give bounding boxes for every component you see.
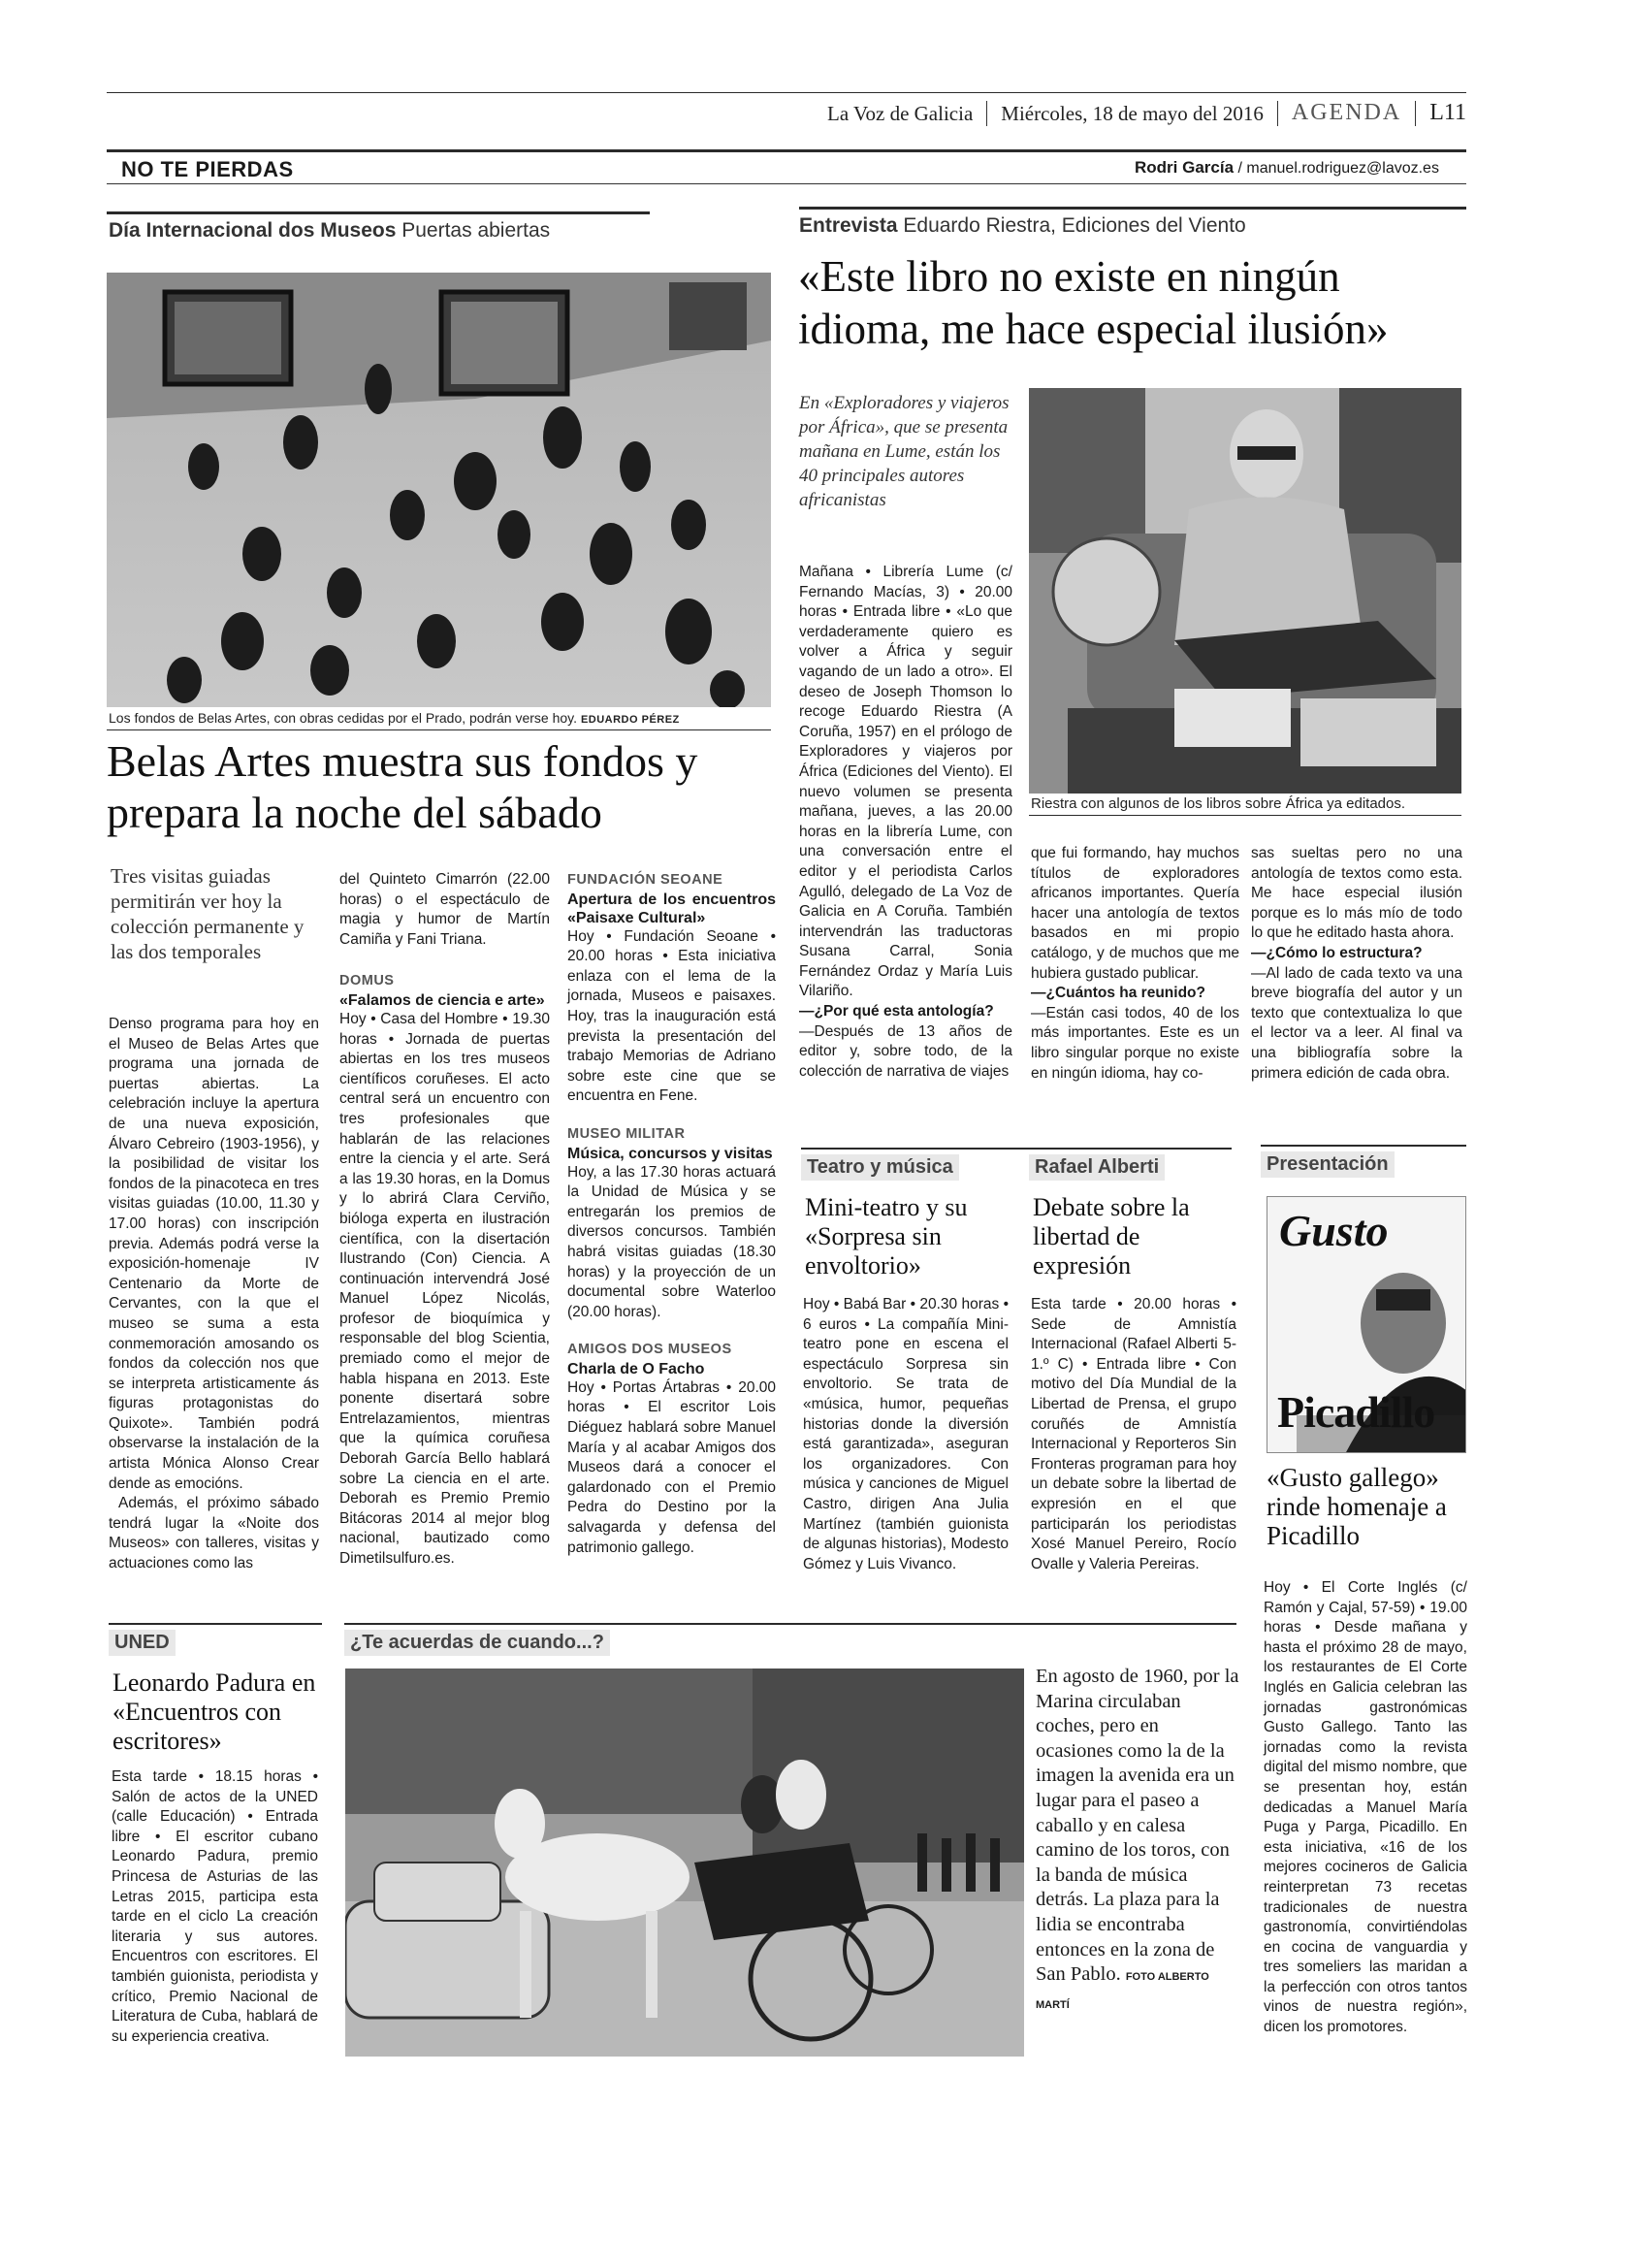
seoane-body: Hoy • Fundación Seoane • 20.00 horas • Esta iniciativa enlaza con el lema de la jornada, Museos e paisaxes. Hoy, tras la inauguración está prevista la presentación del trabajo Memorias de Adriano sobre este cine que se encuentra en Fene. <box>567 927 776 1105</box>
paragraph: del Quinteto Cimarrón (22.00 horas) o el espectáculo de magia y humor de Martín Camiña y Fani Triana. <box>339 871 550 948</box>
museum-photo-caption <box>109 709 771 729</box>
amigos-kicker: AMIGOS DOS MUSEOS <box>567 1342 732 1358</box>
alberti-body: Esta tarde • 20.00 horas • Sede de Amnistía Internacional (Rafael Alberti 5-1.º C) • Entrada libre • Con motivo del Día Mundial de la Libertad de Prensa, el grupo coruñés de Amnistía Internacional y Reporteros Sin Fronteras programan para hoy un debate sobre la libertad de expresión en el que participarán los periodistas Xosé Manuel Pereiro, Rocío Ovalle y Valeria Pereiras. <box>1031 1296 1236 1572</box>
paragraph: Denso programa para hoy en el Museo de Belas Artes que programa una jornada de puertas abiertas. La celebración incluye la apertura de una nueva exposición, Álvaro Cebreiro (1903-1956), y la posibilidad de visitar los fondos de la pinacoteca en tres visitas guiadas (10.00, 11.30 y 17.00 horas) con inscripción previa. Además podrá verse la exposición-homenaje IV Centenario da Morte de Cervantes, con la que el museo se suma a esta conmemoración amosando os fondos da colección nos que se interpreta artisticamente ás figuras protagonistas do Quixote». También podrá observarse la instalación de la artista Mónica Alonso Crear dende as emocións. <box>109 1016 319 1492</box>
rule <box>107 211 650 214</box>
teatro-tab: Teatro y música <box>801 1154 959 1181</box>
riestra-photo-caption: Riestra con algunos de los libros sobre África ya editados. <box>1031 795 1406 812</box>
photo-credit: FOTO ALBERTO MARTÍ <box>1036 1971 1209 2011</box>
acuerdas-paragraph: En agosto de 1960, por la Marina circulaban coches, pero en ocasiones como la de la imagen la avenida era un lugar para el paseo a caballo y en calesa camino de los toros, con la banda de música detrás. La plaza para la lidia se encontraba entonces en la zona de San Pablo. <box>1036 1666 1239 1986</box>
museums-col3 <box>567 870 776 1558</box>
rule <box>799 207 1466 210</box>
uned-headline: Leonardo Padura en «Encuentros con escritores» <box>112 1669 316 1755</box>
answer: —Después de 13 años de editor y, sobre todo, de la colección de narrativa de viajes <box>799 1022 1012 1080</box>
rule <box>107 729 771 730</box>
museums-kicker <box>109 219 550 243</box>
museums-col2 <box>339 870 550 1570</box>
museums-headline: Belas Artes muestra sus fondos y prepara la noche del sábado <box>107 736 698 837</box>
paragraph: Además, el próximo sábado tendrá lugar la «Noite dos Museos» con talleres, visitas y actuaciones como las <box>109 1495 319 1572</box>
museums-deck: Tres visitas guiadas permitirán ver hoy la colección permanente y las dos temporales <box>111 864 305 963</box>
amigos-title: Charla de O Facho <box>567 1360 705 1377</box>
paragraph: sas sueltas pero no una antología de textos como esta. Me hace especial ilusión porque es lo más mío de todo lo que he editado hasta ahora. <box>1251 845 1462 942</box>
masthead <box>776 95 1466 126</box>
interview-col1 <box>799 563 1012 1082</box>
riestra-photo-illustration <box>1029 388 1461 794</box>
cover-title-2: Picadillo <box>1277 1387 1435 1437</box>
kicker-label: Día Internacional dos Museos <box>109 219 397 242</box>
seoane-kicker: FUNDACIÓN SEOANE <box>567 872 723 888</box>
alberti-tab: Rafael Alberti <box>1029 1154 1165 1181</box>
domus-kicker: DOMUS <box>339 973 395 989</box>
answer: —Están casi todos, 40 de los más importantes. Este es un libro singular porque no existe en ningún idioma, hay co- <box>1031 1004 1239 1082</box>
presentacion-tab: Presentación <box>1261 1151 1395 1178</box>
interview-headline: «Este libro no existe en ningún idioma, me hace especial ilusión» <box>798 252 1389 353</box>
question: —¿Por qué esta antología? <box>799 1003 994 1021</box>
rule <box>1261 1145 1466 1147</box>
question: —¿Cuántos ha reunido? <box>1031 985 1205 1002</box>
domus-body: Hoy • Casa del Hombre • 19.30 horas • Jornada de puertas abiertas en los tres museos científicos coruñeses. El acto central será un encuentro con tres profesionales que hablarán de las relaciones entre la ciencia y el arte. Será a las 19.30 horas, en la Domus y lo abrirá Clara Cerviño, bióloga experta en ilustración científica, con la disertación Ilustrando (Con) Ciencia. A continuación intervendrá José Manuel López Nicolás, profesor de bioquímica y responsable del blog Scientia, premiado como el mejor de habla hispana en 2013. Este ponente disertará sobre Entrelazamientos, mientras que la química coruñesa Deborah García Bello hablará sobre La ciencia en el arte. Deborah es Premio Premio Bitácoras 2014 al mejor blog nacional, bautizado como Dimetilsulfuro.es. <box>339 1010 550 1567</box>
caption-text: Los fondos de Belas Artes, con obras cedidas por el Prado, podrán verse hoy. <box>109 710 578 726</box>
teatro-body: Hoy • Babá Bar • 20.30 horas • 6 euros • La compañía Mini-teatro pone en escena el espectáculo Sorpresa sin envoltorio. Se trata de «música, humor, pequeñas historias donde la diversión está garantizada», aseguran los organizadores. Con música y canciones de Miguel Castro, dirigen Ana Julia Martínez (también guionista de algunas historias), Modesto Gómez y Luis Vivanco. <box>803 1296 1009 1572</box>
alberti-headline: Debate sobre la libertad de expresión <box>1033 1193 1190 1280</box>
masthead-divider <box>986 101 987 126</box>
page-number: L11 <box>1429 100 1466 125</box>
rule <box>109 1623 322 1625</box>
question: —¿Cómo lo estructura? <box>1251 944 1423 961</box>
byline-author: Rodri García <box>1135 158 1235 177</box>
paragraph: Mañana • Librería Lume (c/ Fernando Macías, 3) • 20.00 horas • Entrada libre • «Lo que verdaderamente quiero es volver a África y seguir vagando de un lado a otro». El deseo de Joseph Thomson lo recoge Eduardo Riestra (A Coruña, 1957) en el prólogo de Exploradores y viajeros por África (Ediciones del Viento). El nuevo volumen se presenta mañana, jueves, a las 20.00 horas en la librería Lume, con una conversación entre el editor y el periodista Carlos Agulló, delegado de La Voz de Galicia en A Coruña. También intervendrán las traductoras Susana Carral, Sonia Fernández Ordaz y María Luis Vilariño. <box>799 564 1012 1000</box>
amigos-body: Hoy • Portas Ártabras • 20.00 horas • El escritor Lois Diéguez hablará sobre Manuel María y al acabar Amigos dos Museos dará a conocer el galardonado con el Premio Pedra do Destino por la salvagarda y defensa del patrimonio gallego. <box>567 1378 776 1556</box>
top-rule <box>107 92 1466 93</box>
masthead-divider <box>1415 101 1416 126</box>
paper-name: La Voz de Galicia <box>827 102 974 125</box>
bar-top-rule <box>107 149 1466 152</box>
riestra-photo <box>1029 388 1461 794</box>
issue-date: Miércoles, 18 de mayo del 2016 <box>1001 102 1264 125</box>
kicker-sub: Eduardo Riestra, Ediciones del Viento <box>897 214 1246 237</box>
interview-col3 <box>1251 844 1462 1084</box>
museum-photo <box>107 273 771 707</box>
museums-col1 <box>109 1015 319 1574</box>
section-name: AGENDA <box>1291 100 1402 125</box>
photo-credit: EDUARDO PÉREZ <box>580 714 680 726</box>
museum-photo-illustration <box>107 273 771 707</box>
kicker-label: Entrevista <box>799 214 898 237</box>
domus-title: «Falamos de ciencia e arte» <box>339 991 545 1009</box>
kicker-sub: Puertas abiertas <box>396 219 551 242</box>
presentacion-headline: «Gusto gallego» rinde homenaje a Picadillo <box>1267 1463 1447 1550</box>
byline-email: / manuel.rodriguez@lavoz.es <box>1237 160 1439 177</box>
teatro-headline: Mini-teatro y su «Sorpresa sin envoltorio» <box>805 1193 968 1280</box>
presentacion-body: Hoy • El Corte Inglés (c/ Ramón y Cajal, 57-59) • 19.00 horas • Desde mañana y hasta el próximo 28 de mayo, los restaurantes de El Corte Inglés en Galicia celebran las jornadas gastronómicas Gusto Gallego. Tanto las jornadas como la revista digital del mismo nombre, que se presentan hoy, están dedicadas a Manuel María Puga y Parga, Picadillo. En esta iniciativa, «16 de los mejores cocineros de Galicia reinterpretan 73 recetas tradicionales de nuestra gastronomía, convirtiéndolas en cocina de vanguardia y tres someliers las maridan a la perfección con otros tantos vinos de nuestra región», dicen los promotores. <box>1264 1579 1467 2036</box>
section-bar-title: NO TE PIERDAS <box>121 157 294 181</box>
carriage-photo <box>345 1669 1024 2057</box>
seoane-title: Apertura de los encuentros «Paisaxe Cultural» <box>567 891 776 926</box>
rule <box>1029 815 1461 816</box>
uned-body: Esta tarde • 18.15 horas • Salón de actos de la UNED (calle Educación) • Entrada libre • El escritor cubano Leonardo Padura, premio Princesa de Asturias de las Letras 2015, participa esta tarde en el ciclo La creación literaria y sus autores. Encuentros con escritores. El también guionista, periodista y crítico, Premio Nacional de Literatura de Cuba, hablará de su experiencia creativa. <box>112 1768 318 2045</box>
militar-kicker: MUSEO MILITAR <box>567 1125 686 1142</box>
acuerdas-text <box>1036 1665 1239 2018</box>
interview-deck: En «Exploradores y viajeros por África», que se presenta mañana en Lume, están los 40 principales autores africanistas <box>799 393 1010 510</box>
answer: —Al lado de cada texto va una breve biografía del autor y un texto que contextualiza lo que el lector va a leer. Al final va una bibliografía sobre la primera edición de cada obra. <box>1251 964 1462 1082</box>
acuerdas-tab: ¿Te acuerdas de cuando...? <box>344 1630 610 1656</box>
byline <box>1135 158 1466 178</box>
interview-kicker <box>799 214 1246 238</box>
militar-title: Música, concursos y visitas <box>567 1145 773 1162</box>
masthead-divider <box>1277 101 1278 126</box>
militar-body: Hoy, a las 17.30 horas actuará la Unidad de Música y se entregarán los premios de diversos concursos. También habrá visitas guiadas (18.30 horas) y la proyección de un documental sobre Waterloo (20.00 horas). <box>567 1163 776 1320</box>
magazine-cover <box>1267 1196 1466 1453</box>
interview-col2 <box>1031 844 1239 1084</box>
carriage-photo-illustration <box>345 1669 1024 2057</box>
rule <box>801 1148 1232 1150</box>
uned-tab: UNED <box>109 1630 176 1656</box>
paragraph: que fui formando, hay muchos títulos de exploradores africanos importantes. Quería hacer una antología de textos basados en mi propio catálogo, y de muchos que me hubiera gustado publicar. <box>1031 845 1239 982</box>
cover-title: Gusto <box>1279 1206 1389 1255</box>
rule <box>344 1623 1236 1625</box>
